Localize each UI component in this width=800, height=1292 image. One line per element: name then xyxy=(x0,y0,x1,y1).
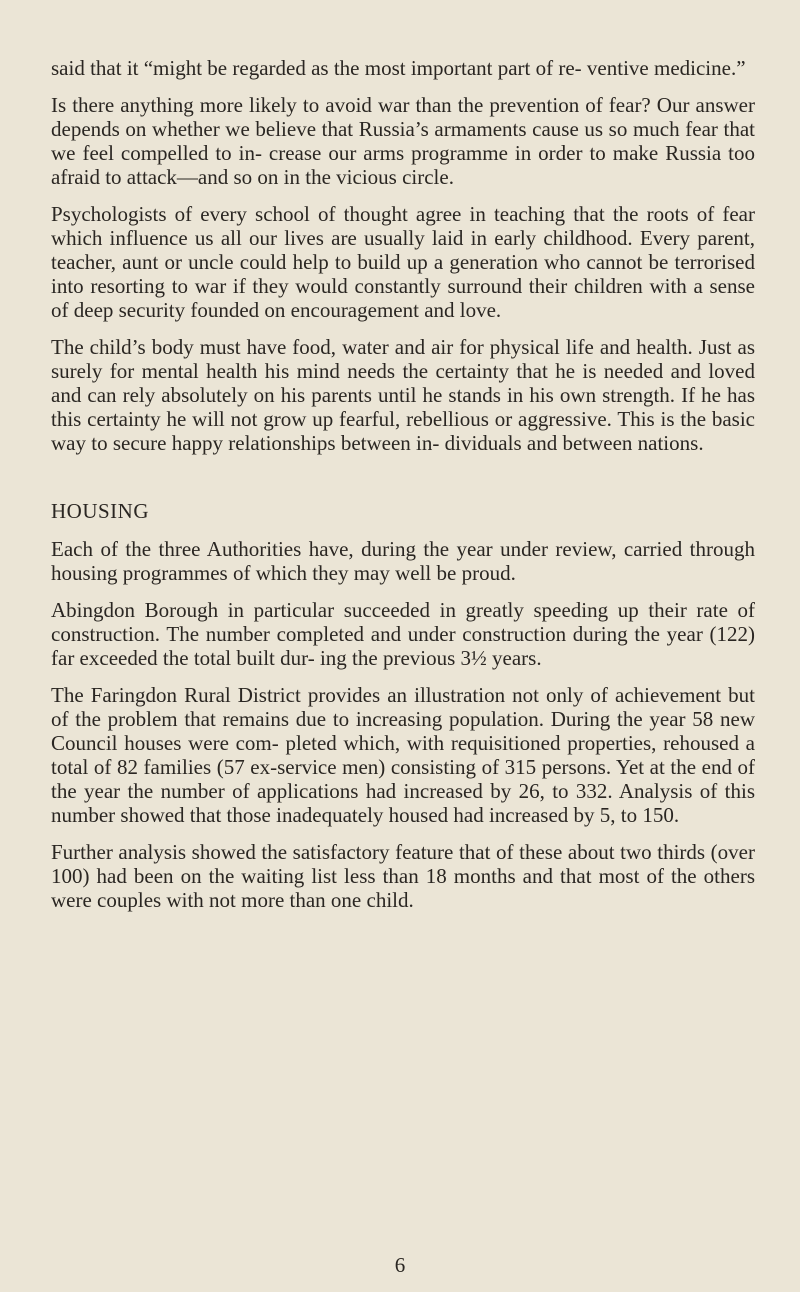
paragraph-psychologists: Psychologists of every school of thought agree in teaching that the roots of fear which influence us all our lives are usually laid in early childhood. Every parent, teacher, aunt or uncle could help to build up a generation who cannot be terrorised into resorting to war if they would constantly surround their children with a sense of deep security founded on encouragement and love. xyxy=(51,202,755,322)
body-text xyxy=(51,56,755,925)
paragraph-child-health: The child’s body must have food, water and air for physical life and health. Just as surely for mental health his mind needs the certainty that he is needed and loved and can rely absolutely on his parents until he stands in his own strength. If he has this certainty he will not grow up fearful, rebellious or aggressive. This is the basic way to secure happy relationships between in- dividuals and between nations. xyxy=(51,335,755,455)
paragraph-continuation: said that it “might be regarded as the most important part of re- ventive medicine.” xyxy=(51,56,746,80)
section-heading-housing: HOUSING xyxy=(51,499,149,523)
paragraph-fear-prevention: Is there anything more likely to avoid war than the prevention of fear? Our answer depends on whether we believe that Russia’s armaments cause us so much fear that we feel compelled to in- crease our arms programme in order to make Russia too afraid to attack—and so on in the vicious circle. xyxy=(51,93,755,189)
paragraph-abingdon: Abingdon Borough in particular succeeded in greatly speeding up their rate of construction. The number completed and under construction during the year (122) far exceeded the total built dur- ing the previous 3½ years. xyxy=(51,598,755,670)
page-number: 6 xyxy=(394,1253,406,1277)
paragraph-faringdon: The Faringdon Rural District provides an illustration not only of achievement but of the problem that remains due to increasing population. During the year 58 new Council houses were com- pleted which, with requisitioned properties, rehoused a total of 82 families (57 ex-service men) consisting of 315 persons. Yet at the end of the year the number of applications had increased by 26, to 332. Analysis of this number showed that those inadequately housed had increased by 5, to 150. xyxy=(51,683,755,827)
paragraph-further-analysis: Further analysis showed the satisfactory feature that of these about two thirds (over 100) had been on the waiting list less than 18 months and that most of the others were couples with not more than one child. xyxy=(51,840,755,912)
paragraph-three-authorities: Each of the three Authorities have, during the year under review, carried through housing programmes of which they may well be proud. xyxy=(51,537,755,585)
